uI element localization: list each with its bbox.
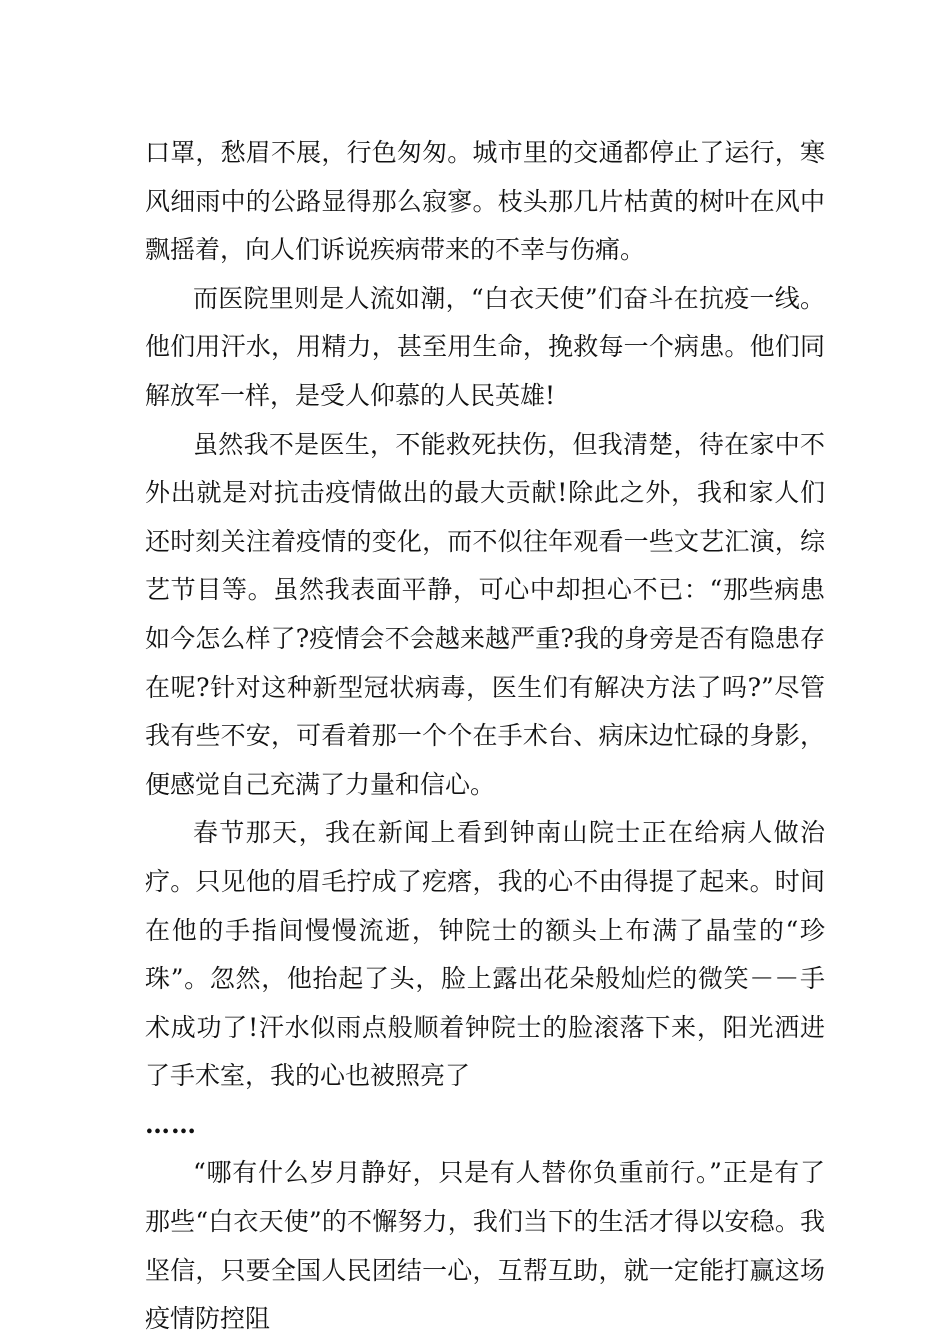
document-body: [145, 129, 825, 1344]
paragraph-3: 虽然我不是医生，不能救死扶伤，但我清楚，待在家中不外出就是对抗击疫情做出的最大贡献!除此之外，我和家人们还时刻关注着疫情的变化，而不似往年观看一些文艺汇演，综艺节目等。虽然我表面平静，可心中却担心不已：“那些病患如今怎么样了?疫情会不会越来越严重?我的身旁是否有隐患存在呢?针对这种新型冠状病毒，医生们有解决方法了吗?”尽管我有些不安，可看着那一个个在手术台、病床边忙碌的身影，便感觉自己充满了力量和信心。: [145, 429, 825, 799]
ellipsis-text: ……: [145, 1109, 197, 1139]
paragraph-1: 口罩，愁眉不展，行色匆匆。城市里的交通都停止了运行，寒风细雨中的公路显得那么寂寥。枝头那几片枯黄的树叶在风中飘摇着，向人们诉说疾病带来的不幸与伤痛。: [145, 138, 825, 265]
paragraph-4-ellipsis: [145, 1101, 825, 1150]
paragraph-5: “哪有什么岁月静好，只是有人替你负重前行。”正是有了那些“白衣天使”的不懈努力，我们当下的生活才得以安稳。我坚信，只要全国人民团结一心，互帮互助，就一定能打赢这场疫情防控阻: [145, 1158, 825, 1334]
paragraph-2: 而医院里则是人流如潮，“白衣天使”们奋斗在抗疫一线。他们用汗水，用精力，甚至用生命，挽救每一个病患。他们同解放军一样，是受人仰慕的人民英雄!: [145, 283, 825, 410]
paragraph-4: 春节那天，我在新闻上看到钟南山院士正在给病人做治疗。只见他的眉毛拧成了疙瘩，我的心不由得提了起来。时间在他的手指间慢慢流逝，钟院士的额头上布满了晶莹的“珍珠”。忽然，他抬起了头，脸上露出花朵般灿烂的微笑－－手术成功了!汗水似雨点般顺着钟院士的脸滚落下来，阳光洒进了手术室，我的心也被照亮了: [145, 818, 825, 1091]
